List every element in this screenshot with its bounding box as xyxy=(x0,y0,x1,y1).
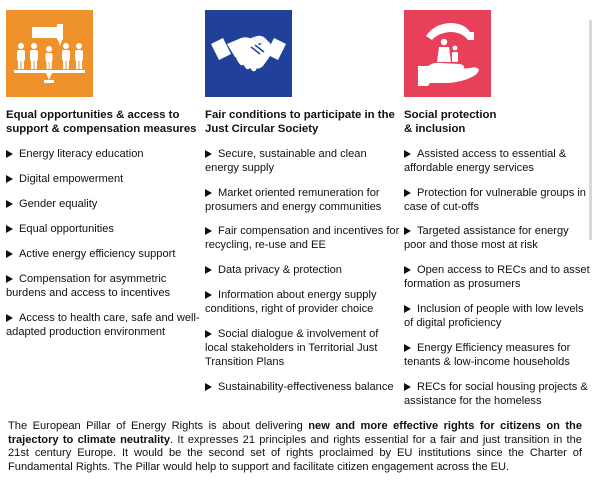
triangle-bullet-icon xyxy=(404,383,411,391)
list-item: Energy literacy education xyxy=(6,147,201,161)
handshake-icon xyxy=(205,10,292,97)
triangle-bullet-icon xyxy=(404,305,411,313)
column-title: Fair conditions to participate in the Just Circular Society xyxy=(205,109,395,135)
list-item: Information about energy supply conditions, right of provider choice xyxy=(205,289,377,315)
list-item: Fair compensation and incentives for recycling, re-use and EE xyxy=(205,225,400,251)
equal-opportunity-figures-icon xyxy=(6,10,93,97)
list-item: Equal opportunities xyxy=(6,222,201,236)
list-item: Sustainability-effectiveness balance xyxy=(205,380,400,394)
triangle-bullet-icon xyxy=(205,291,212,299)
list-item: Energy Efficiency measures for tenants & low-income households xyxy=(404,342,571,368)
column-title: Equal opportunities & access to support & compensation measures xyxy=(6,109,197,135)
triangle-bullet-icon xyxy=(6,175,13,183)
column-title: Social protection & inclusion xyxy=(404,109,497,135)
column-social-protection xyxy=(404,10,590,407)
triangle-bullet-icon xyxy=(205,383,212,391)
footer-text: The European Pillar of Energy Rights is about delivering xyxy=(8,420,309,432)
list-item: Gender equality xyxy=(6,197,201,211)
list-item: RECs for social housing projects & assistance for the homeless xyxy=(404,381,588,407)
triangle-bullet-icon xyxy=(205,150,212,158)
footer-text-continued: . It expresses 21 principles and rights essential for a fair and just transition in the 21st century Europe. It would be the second set of rights proclaimed by EU institutions since the Charter of Fundamental Rights. The Pillar would help to support and facilitate citizen engagement across the EU. xyxy=(8,433,582,473)
footer-emphasis: new and more effective rights for citizens on the trajectory to climate neutrality xyxy=(8,420,582,446)
footer-paragraph xyxy=(8,420,582,474)
list-item: Secure, sustainable and clean energy supply xyxy=(205,148,367,174)
list-item: Social dialogue & involvement of local stakeholders in Territorial Just Transition Plans xyxy=(205,328,379,368)
triangle-bullet-icon xyxy=(404,150,411,158)
triangle-bullet-icon xyxy=(6,225,13,233)
list-item: Active energy efficiency support xyxy=(6,247,201,261)
triangle-bullet-icon xyxy=(6,314,13,322)
column-fair-conditions xyxy=(205,10,400,393)
protective-hand-family-icon xyxy=(404,10,491,97)
triangle-bullet-icon xyxy=(6,275,13,283)
list-item: Inclusion of people with low levels of digital proficiency xyxy=(404,303,584,329)
list-item: Compensation for asymmetric burdens and access to incentives xyxy=(6,273,171,299)
triangle-bullet-icon xyxy=(205,189,212,197)
triangle-bullet-icon xyxy=(205,266,212,274)
list-item: Open access to RECs and to asset formation as prosumers xyxy=(404,264,590,290)
triangle-bullet-icon xyxy=(6,200,13,208)
triangle-bullet-icon xyxy=(205,227,212,235)
list-item: Access to health care, safe and well-adapted production environment xyxy=(6,312,200,338)
list-item: Assisted access to essential & affordable energy services xyxy=(404,148,567,174)
triangle-bullet-icon xyxy=(404,266,411,274)
list-item: Data privacy & protection xyxy=(205,263,400,277)
triangle-bullet-icon xyxy=(404,344,411,352)
column-equal-opportunities xyxy=(6,10,201,338)
list-item: Targeted assistance for energy poor and those most at risk xyxy=(404,225,569,251)
triangle-bullet-icon xyxy=(6,150,13,158)
list-item: Market oriented remuneration for prosumers and energy communities xyxy=(205,187,382,213)
triangle-bullet-icon xyxy=(6,250,13,258)
list-item: Digital empowerment xyxy=(6,172,201,186)
triangle-bullet-icon xyxy=(404,227,411,235)
triangle-bullet-icon xyxy=(404,189,411,197)
list-item: Protection for vulnerable groups in case of cut-offs xyxy=(404,187,586,213)
triangle-bullet-icon xyxy=(205,330,212,338)
